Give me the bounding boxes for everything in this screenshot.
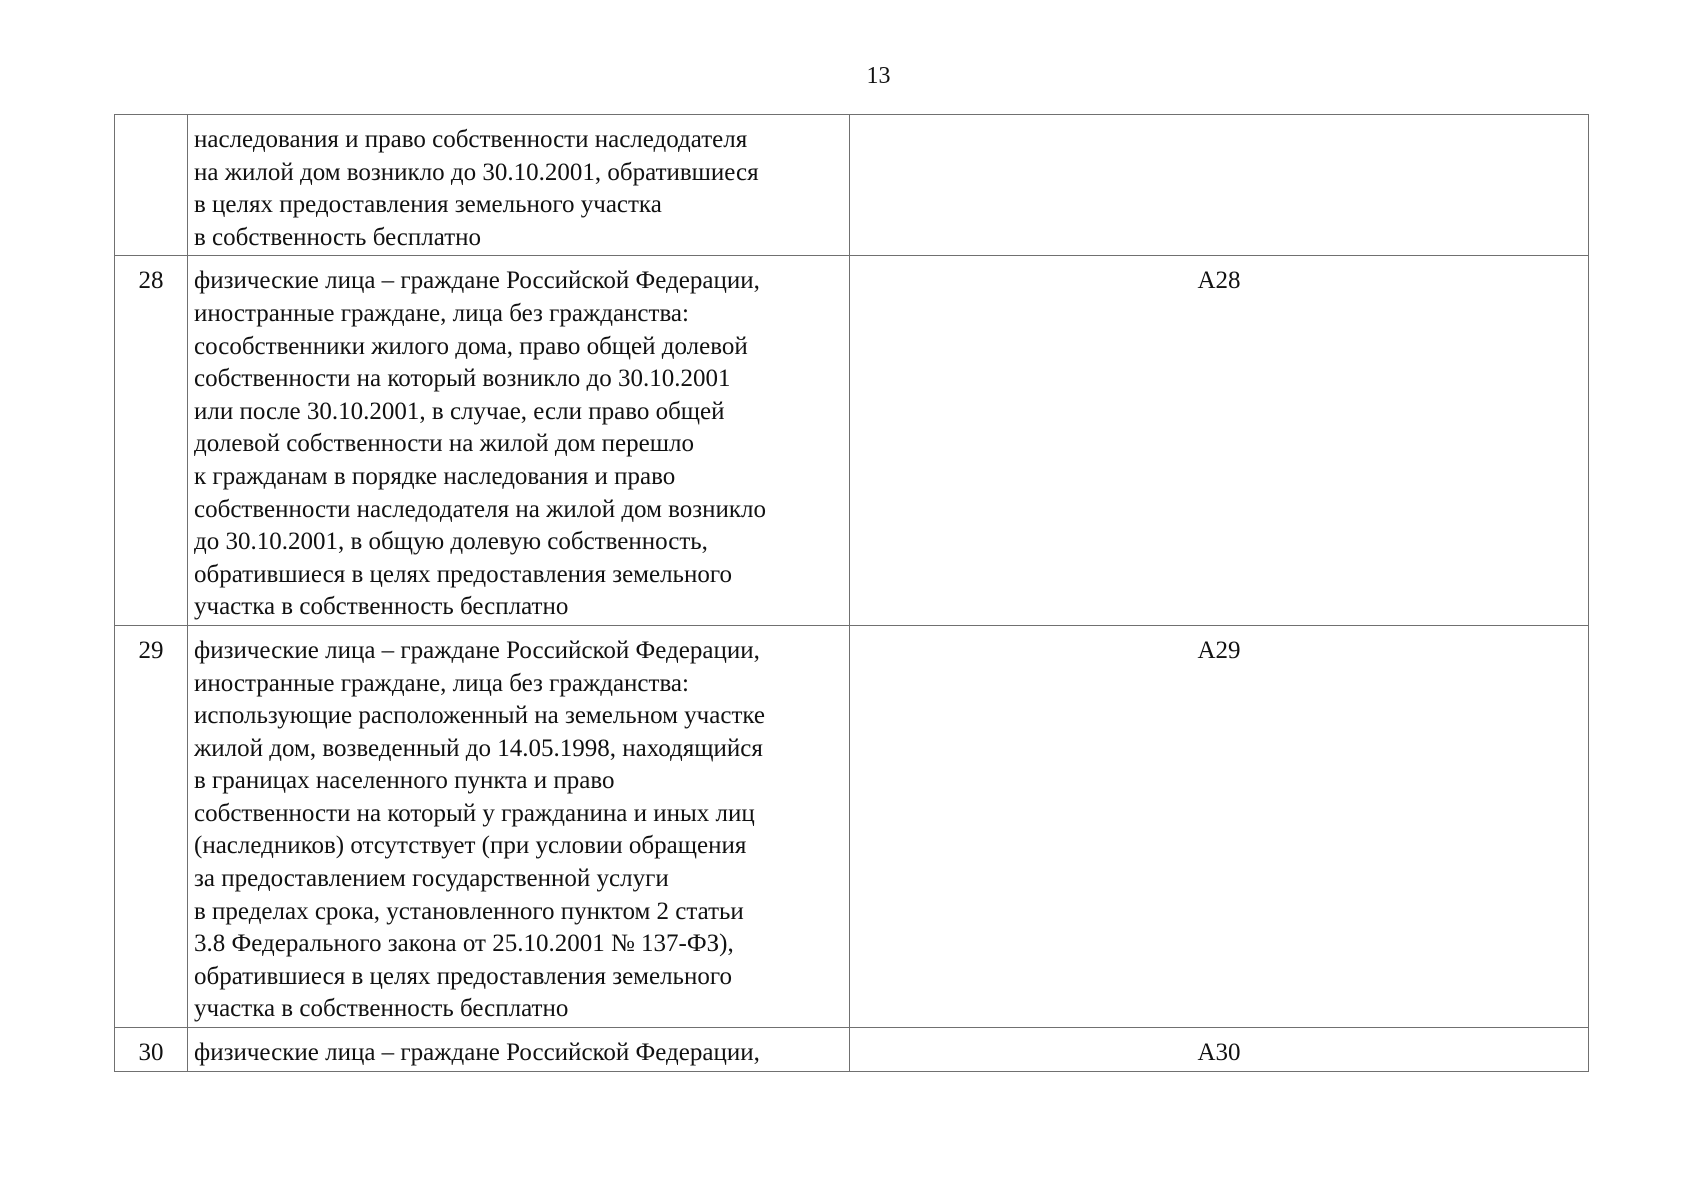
row-description-cell — [188, 625, 850, 1027]
table-row — [115, 115, 1589, 256]
description-line: в пределах срока, установленного пунктом 2 статьи — [194, 897, 744, 925]
description-line: обратившиеся в целях предоставления земельного — [194, 962, 732, 990]
description-line: участка в собственность бесплатно — [194, 593, 569, 621]
description-line: собственности на который у гражданина и иных лиц — [194, 799, 755, 827]
page-number: 13 — [866, 63, 891, 89]
description-line: в собственность бесплатно — [194, 223, 482, 251]
description-line: жилой дом, возведенный до 14.05.1998, находящийся — [194, 734, 763, 762]
description-line: использующие расположенный на земельном участке — [194, 702, 765, 730]
row-description-cell — [188, 1028, 850, 1072]
table-row — [115, 1028, 1589, 1072]
description-line: участка в собственность бесплатно — [194, 995, 569, 1023]
table-row — [115, 625, 1589, 1027]
description-line: сособственники жилого дома, право общей долевой — [194, 332, 748, 360]
row-code-cell: А28 — [850, 256, 1589, 626]
row-number-cell: 28 — [115, 256, 188, 626]
row-number-cell: 30 — [115, 1028, 188, 1072]
row-description-cell — [188, 256, 850, 626]
description-line: наследования и право собственности наследодателя — [194, 126, 748, 153]
description-line: или после 30.10.2001, в случае, если право общей — [194, 397, 725, 425]
description-line: в целях предоставления земельного участка — [194, 191, 662, 219]
description-line: в границах населенного пункта и право — [194, 767, 615, 795]
description-line: физические лица – граждане Российской Федерации, — [194, 267, 760, 295]
description-line: иностранные граждане, лица без гражданства: — [194, 669, 689, 697]
description-line: собственности на который возникло до 30.10.2001 — [194, 365, 731, 393]
table-row — [115, 256, 1589, 626]
description-line: 3.8 Федерального закона от 25.10.2001 № 137-ФЗ), — [194, 930, 734, 958]
row-code-cell: А29 — [850, 625, 1589, 1027]
description-line: до 30.10.2001, в общую долевую собственность, — [194, 528, 708, 556]
row-number-cell: 29 — [115, 625, 188, 1027]
row-code-cell — [850, 115, 1589, 256]
description-line: обратившиеся в целях предоставления земельного — [194, 560, 732, 588]
description-line: физические лица – граждане Российской Федерации, — [194, 1039, 760, 1067]
description-line: на жилой дом возникло до 30.10.2001, обратившиеся — [194, 158, 759, 186]
applicant-categories-table — [114, 114, 1589, 1072]
description-line: собственности наследодателя на жилой дом возникло — [194, 495, 767, 523]
description-line: (наследников) отсутствует (при условии обращения — [194, 832, 747, 860]
row-number-cell — [115, 115, 188, 256]
description-line: иностранные граждане, лица без гражданства: — [194, 299, 689, 327]
description-line: физические лица – граждане Российской Федерации, — [194, 636, 760, 664]
row-description-cell — [188, 115, 850, 256]
description-line: к гражданам в порядке наследования и право — [194, 462, 676, 490]
description-line: за предоставлением государственной услуги — [194, 865, 669, 893]
row-code-cell: А30 — [850, 1028, 1589, 1072]
description-line: долевой собственности на жилой дом перешло — [194, 430, 694, 458]
